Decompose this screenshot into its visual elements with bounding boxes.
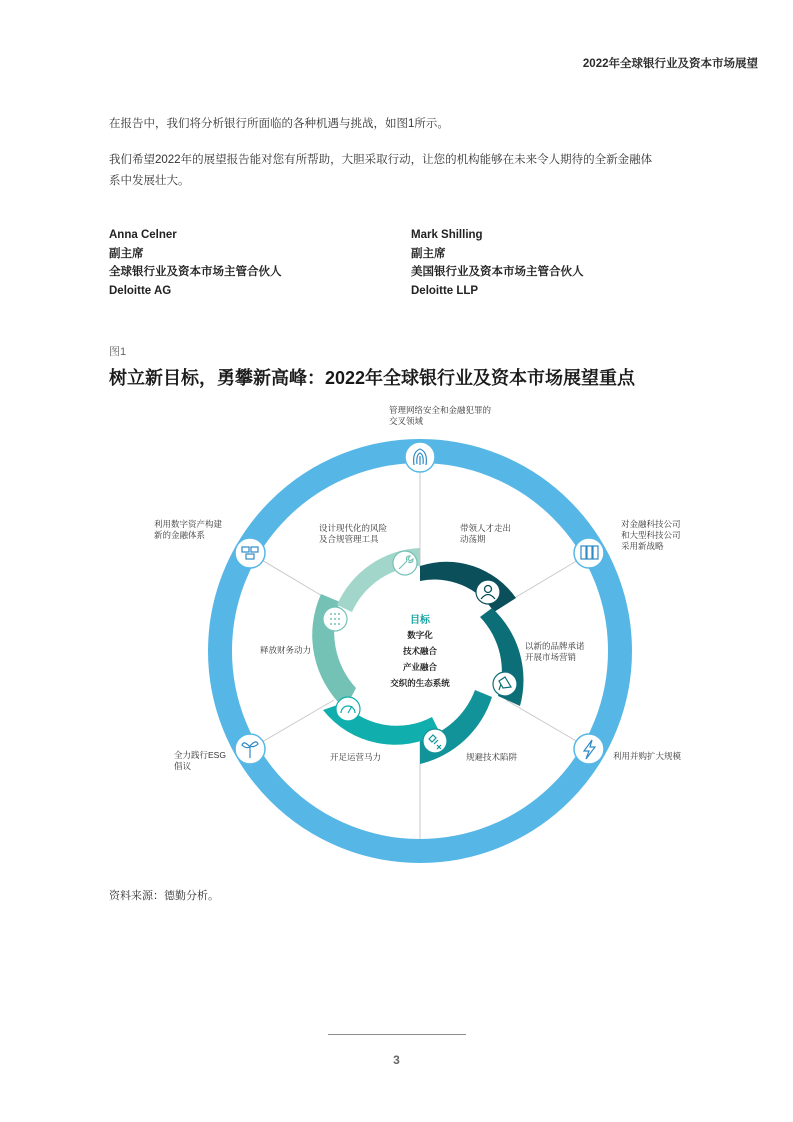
footer-divider bbox=[328, 1034, 466, 1035]
intro-paragraph-2-line-1: 我们希望2022年的展望报告能对您有所帮助，大胆采取行动，让您的机构能够在未来令人期待的全新金融体 bbox=[109, 154, 653, 166]
outer-label-top: 管理网络安全和金融犯罪的 交叉领域 bbox=[389, 405, 492, 426]
figure-title: 树立新目标，勇攀新高峰：2022年全球银行业及资本市场展望重点 bbox=[109, 368, 636, 388]
inner-label-bottom-right: 规避技术陷阱 bbox=[466, 752, 518, 762]
intro-paragraph-1: 在报告中，我们将分析银行所面临的各种机遇与挑战，如图1所示。 bbox=[109, 118, 449, 130]
signature-company: Deloitte LLP bbox=[411, 284, 479, 297]
leaf-icon bbox=[235, 734, 265, 764]
signature-position: 美国银行业及资本市场主管合伙人 bbox=[411, 266, 584, 278]
inner-label-left: 释放财务动力 bbox=[260, 645, 312, 655]
signature-position: 全球银行业及资本市场主管合伙人 bbox=[109, 266, 282, 278]
speedometer-icon bbox=[336, 697, 360, 721]
signature-role: 副主席 bbox=[411, 247, 446, 260]
source-note: 资料来源：德勤分析。 bbox=[109, 890, 219, 902]
blocks-icon bbox=[235, 538, 265, 568]
broken-link-icon bbox=[423, 729, 447, 753]
outer-label-left-bottom: 全力践行ESG 倡议 bbox=[174, 750, 226, 771]
chip-icon bbox=[323, 607, 347, 631]
center-item: 产业融合 bbox=[402, 662, 438, 672]
outer-label-top-right: 对金融科技公司 和大型科技公司 采用新战略 bbox=[621, 519, 681, 551]
person-icon bbox=[476, 580, 500, 604]
signature-company: Deloitte AG bbox=[109, 284, 172, 297]
page-number: 3 bbox=[393, 1053, 400, 1067]
signature-name: Mark Shilling bbox=[411, 229, 483, 241]
intro-paragraph-2-line-2: 系中发展壮大。 bbox=[109, 175, 190, 187]
outer-label-left-top: 利用数字资产构建 新的金融体系 bbox=[154, 519, 223, 540]
fingerprint-icon bbox=[405, 442, 435, 472]
inner-label-right: 以新的品牌承诺 开展市场营销 bbox=[525, 641, 585, 662]
lightning-icon bbox=[574, 734, 604, 764]
server-rack-icon bbox=[574, 538, 604, 568]
center-heading: 目标 bbox=[410, 615, 430, 626]
center-item: 交织的生态系统 bbox=[390, 678, 450, 688]
inner-label-bottom-left: 开足运营马力 bbox=[330, 752, 382, 762]
running-header: 2022年全球银行业及资本市场展望 bbox=[582, 58, 758, 70]
center-item: 技术融合 bbox=[402, 646, 438, 656]
center-item: 数字化 bbox=[407, 630, 433, 640]
inner-label-top-left: 设计现代化的风险 及合规管理工具 bbox=[319, 523, 388, 544]
megaphone-icon bbox=[493, 672, 517, 696]
inner-label-top-right: 带领人才走出 动荡期 bbox=[460, 523, 512, 544]
figure-label: 图1 bbox=[109, 346, 127, 358]
outer-label-right: 利用并购扩大规模 bbox=[613, 751, 682, 761]
signature-role: 副主席 bbox=[109, 247, 144, 260]
signature-name: Anna Celner bbox=[109, 229, 177, 241]
wrench-icon bbox=[393, 551, 417, 575]
